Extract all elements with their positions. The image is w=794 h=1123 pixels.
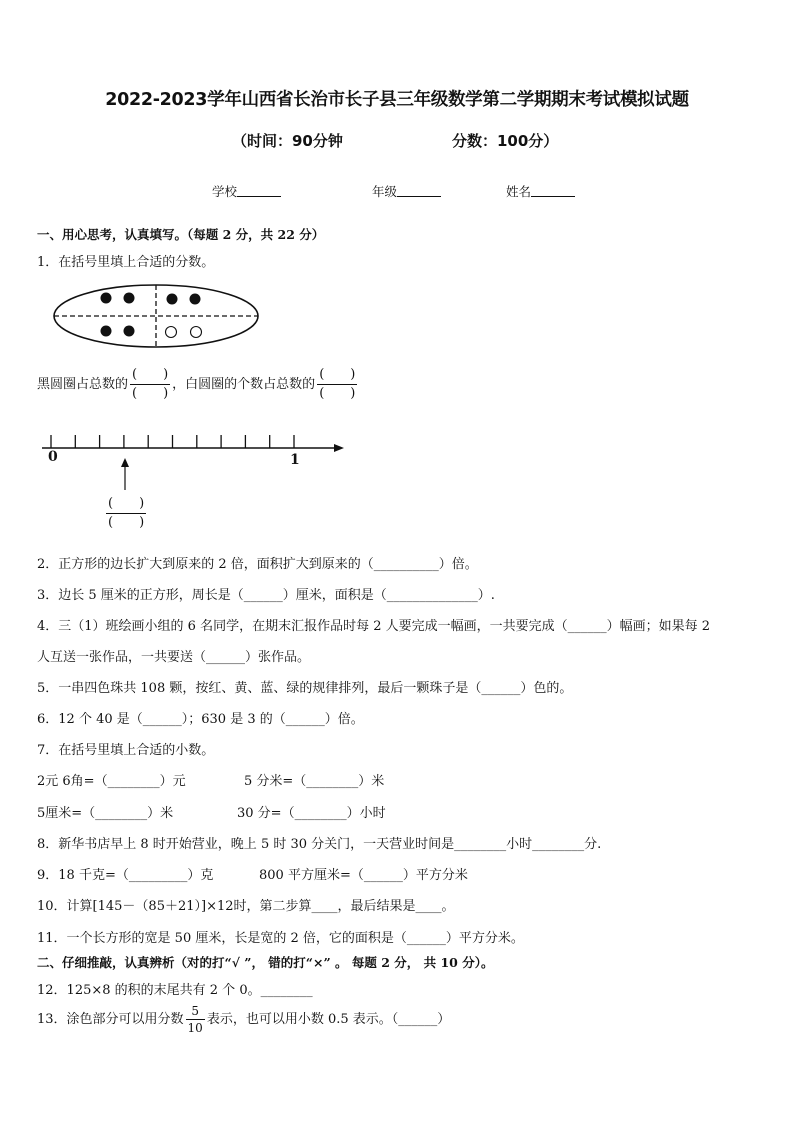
black-circle [101, 293, 112, 304]
number-line-ticks [51, 435, 294, 448]
pointer-arrow-head [121, 458, 129, 467]
question-12: 12．125×8 的积的末尾共有 2 个 0。________ [37, 983, 313, 998]
question-7c: 5厘米=（________）米 [37, 806, 174, 821]
black-circle [190, 294, 201, 305]
black-circle [124, 326, 135, 337]
question-10: 10．计算[145－（85＋21）]×12时，第二步算____，最后结果是____。 [37, 899, 455, 914]
number-line-label-one: 1 [290, 452, 300, 468]
circle-ellipse-figure [50, 282, 262, 352]
question-13: 13．涂色部分可以用分数 $\frac{5}{10}$ 表示，也可以用小数 0.5 表示。（______） [37, 1004, 451, 1035]
question-2: 2．正方形的边长扩大到原来的 2 倍，面积扩大到原来的（__________）倍。 [37, 557, 478, 572]
question-7a: 2元 6角=（________）元 [37, 774, 186, 789]
exam-time: （时间：90分钟 [232, 132, 343, 150]
question-9a: 9．18 千克=（_________）克 [37, 868, 214, 883]
exam-score: 分数：100分） [452, 132, 559, 150]
name-field: 姓名 [506, 182, 575, 200]
white-circle [166, 327, 177, 338]
number-line-fraction-blank[interactable]: $\frac{( )}{( )}$ [108, 496, 145, 530]
question-1-fractions: 黑圆圈占总数的 $\frac{( )}{( )}$ ，白圆圈的个数占总数的 $\frac{( )}{( )}$ [37, 367, 356, 401]
question-11: 11．一个长方形的宽是 50 厘米，长是宽的 2 倍，它的面积是（______）平方分米。 [37, 931, 524, 946]
question-7d: 30 分=（________）小时 [237, 806, 386, 821]
grade-field: 年级 [372, 182, 441, 200]
school-field: 学校 [212, 182, 281, 200]
page-title: 2022-2023学年山西省长治市长子县三年级数学第二学期期末考试模拟试题 [105, 90, 689, 110]
question-7: 7．在括号里填上合适的小数。 [37, 743, 215, 758]
number-line-arrowhead [334, 444, 344, 452]
black-circle [167, 294, 178, 305]
number-line-label-zero: 0 [48, 449, 58, 465]
section2-heading: 二、仔细推敲，认真辨析（对的打“√ ”， 错的打“×” 。 每题 2 分， 共 10 分）。 [37, 955, 494, 970]
black-circle [101, 326, 112, 337]
fraction-five-tenths: $\frac{5}{10}$ [187, 1004, 203, 1035]
question-4-line1: 4．三（1）班绘画小组的 6 名同学，在期末汇报作品时每 2 人要完成一幅画，一共要完成（______）幅画；如果每 2 [37, 619, 711, 634]
section1-heading: 一、用心思考，认真填写。（每题 2 分，共 22 分） [37, 227, 325, 242]
black-circle [124, 293, 135, 304]
black-fraction-blank[interactable]: $\frac{( )}{( )}$ [132, 367, 169, 401]
school-blank[interactable] [237, 184, 281, 197]
question-3: 3．边长 5 厘米的正方形，周长是（______）厘米，面积是（______________）. [37, 588, 495, 603]
number-line [40, 428, 346, 494]
question-6: 6．12 个 40 是（______）；630 是 3 的（______）倍。 [37, 712, 364, 727]
question-5: 5．一串四色珠共 108 颗，按红、黄、蓝、绿的规律排列，最后一颗珠子是（______）色的。 [37, 681, 573, 696]
question-1: 1．在括号里填上合适的分数。 [37, 255, 215, 270]
question-9b: 800 平方厘米=（______）平方分米 [259, 868, 468, 883]
name-blank[interactable] [531, 184, 575, 197]
question-7b: 5 分米=（________）米 [244, 774, 385, 789]
question-4-line2: 人互送一张作品，一共要送（______）张作品。 [37, 650, 311, 665]
question-8: 8．新华书店早上 8 时开始营业，晚上 5 时 30 分关门，一天营业时间是________小时________分. [37, 837, 602, 852]
white-fraction-blank[interactable]: $\frac{( )}{( )}$ [319, 367, 356, 401]
white-circle [191, 327, 202, 338]
grade-blank[interactable] [397, 184, 441, 197]
